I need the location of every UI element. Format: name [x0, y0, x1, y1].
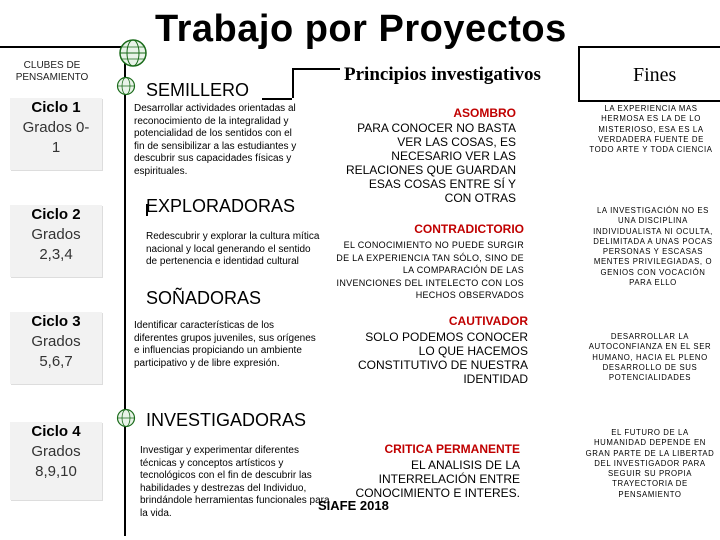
ciclo-grados: Grados 0-1	[22, 119, 90, 156]
ciclo-name: Ciclo 3	[31, 313, 81, 330]
principios-header: Principios investigativos	[344, 64, 541, 85]
frame-line	[578, 46, 720, 48]
fin-text: DESARROLLAR LA AUTOCONFIANZA EN EL SER HUMANO, HACIA EL PLENO DESARROLLO DE SUS POTENCIALIDADES	[588, 332, 712, 383]
ciclo-name: Ciclo 1	[31, 99, 81, 116]
semillero-heading: SEMILLERO	[146, 80, 250, 100]
ciclo-card-1	[10, 98, 102, 170]
heading-underline	[146, 204, 148, 216]
heading-underline	[292, 68, 294, 98]
principio-heading: ASOMBRO	[453, 106, 516, 120]
frame-line	[578, 100, 720, 102]
fin-text: EL FUTURO DE LA HUMANIDAD DEPENDE EN GRAN PARTE DE LA LIBERTAD DEL INVESTIGADOR PARA SEGUIR SU PROPIA TRAYECTORIA DE PENSAMIENTO	[585, 428, 715, 499]
ciclo-name: Ciclo 4	[31, 423, 81, 440]
principio-heading: CONTRADICTORIO	[414, 222, 524, 236]
fines-header: Fines	[633, 64, 677, 86]
principio-heading: CRITICA PERMANENTE	[384, 442, 520, 456]
principio-text: PARA CONOCER NO BASTA VER LAS COSAS, ES NECESARIO VER LAS RELACIONES QUE GUARDAN ESAS COSAS ENTRE SÍ Y CON OTRAS	[345, 121, 516, 205]
ciclo-card-4	[10, 422, 102, 500]
fin-text: LA EXPERIENCIA MAS HERMOSA ES LA DE LO MISTERIOSO, ESA ES LA VERDADERA FUENTE DE TODO ARTE Y TODA CIENCIA	[589, 104, 713, 155]
clubes-label: CLUBES DE PENSAMIENTO	[15, 60, 89, 83]
ciclo-grados: Grados 8,9,10	[31, 443, 81, 480]
principio-text: SOLO PODEMOS CONOCER LO QUE HACEMOS CONSTITUTIVO DE NUESTRA IDENTIDAD	[357, 330, 528, 386]
exploradoras-heading: EXPLORADORAS	[146, 196, 296, 216]
ciclo-grados: Grados 5,6,7	[31, 333, 81, 370]
principio-heading: CAUTIVADOR	[448, 314, 528, 328]
principio-text: EL ANALISIS DE LA INTERRELACIÓN ENTRE CONOCIMIENTO E INTERES.	[355, 458, 520, 500]
ciclo-card-2	[10, 205, 102, 277]
sonadoras-text: Identificar características de los diferentes grupos juveniles, sus orígenes e influencias propiciando un ambiente participativo y de libre expresión.	[134, 320, 316, 369]
ciclo-card-3	[10, 312, 102, 384]
globe-icon	[118, 38, 148, 68]
investigadoras-text: Investigar y experimentar diferentes técnicas y conceptos artísticos y tecnológicos con el fin de descubrir las habilidades y destrezas del Individuo, brindándole herramientas funcionales para la vida.	[140, 445, 330, 519]
ciclo-name: Ciclo 2	[31, 206, 81, 223]
globe-icon	[116, 408, 136, 428]
heading-underline	[292, 68, 340, 70]
semillero-text: Desarrollar actividades orientadas al reconocimiento de la integralidad y potencialidad de los sentidos con el fin de sensibilizar a las estudiantes y descubrir sus capacidades físicas y espirituales.	[134, 103, 297, 177]
globe-icon	[116, 76, 136, 96]
investigadoras-heading: INVESTIGADORAS	[146, 410, 307, 430]
sonadoras-heading: SOÑADORAS	[146, 288, 262, 308]
page-title: Trabajo por Proyectos	[155, 8, 567, 50]
frame-line	[124, 60, 126, 536]
frame-line	[0, 46, 122, 48]
principio-text: EL CONOCIMIENTO NO PUEDE SURGIR DE LA EXPERIENCIA TAN SÓLO, SINO DE LA COMPARACIÓN DE LAS INVENCIONES DEL INTELECTO CON LOS HECHOS OBSERVADOS	[336, 240, 524, 300]
ciclo-grados: Grados 2,3,4	[31, 226, 81, 263]
exploradoras-text: Redescubrir y explorar la cultura mítica nacional y local generando el sentido de pertenencia e identidad cultural	[146, 231, 320, 267]
footer-credit: SIAFE 2018	[318, 498, 389, 513]
heading-underline	[262, 98, 292, 100]
fin-text: LA INVESTIGACIÓN NO ES UNA DISCIPLINA INDIVIDUALISTA NI OCULTA, DELIMITADA A UNAS POCAS PERSONAS Y ESCASAS MENTES PRIVILEGIADAS, O GENIOS CON VOCACIÓN PARA ELLO	[593, 206, 713, 288]
frame-line	[578, 46, 580, 100]
